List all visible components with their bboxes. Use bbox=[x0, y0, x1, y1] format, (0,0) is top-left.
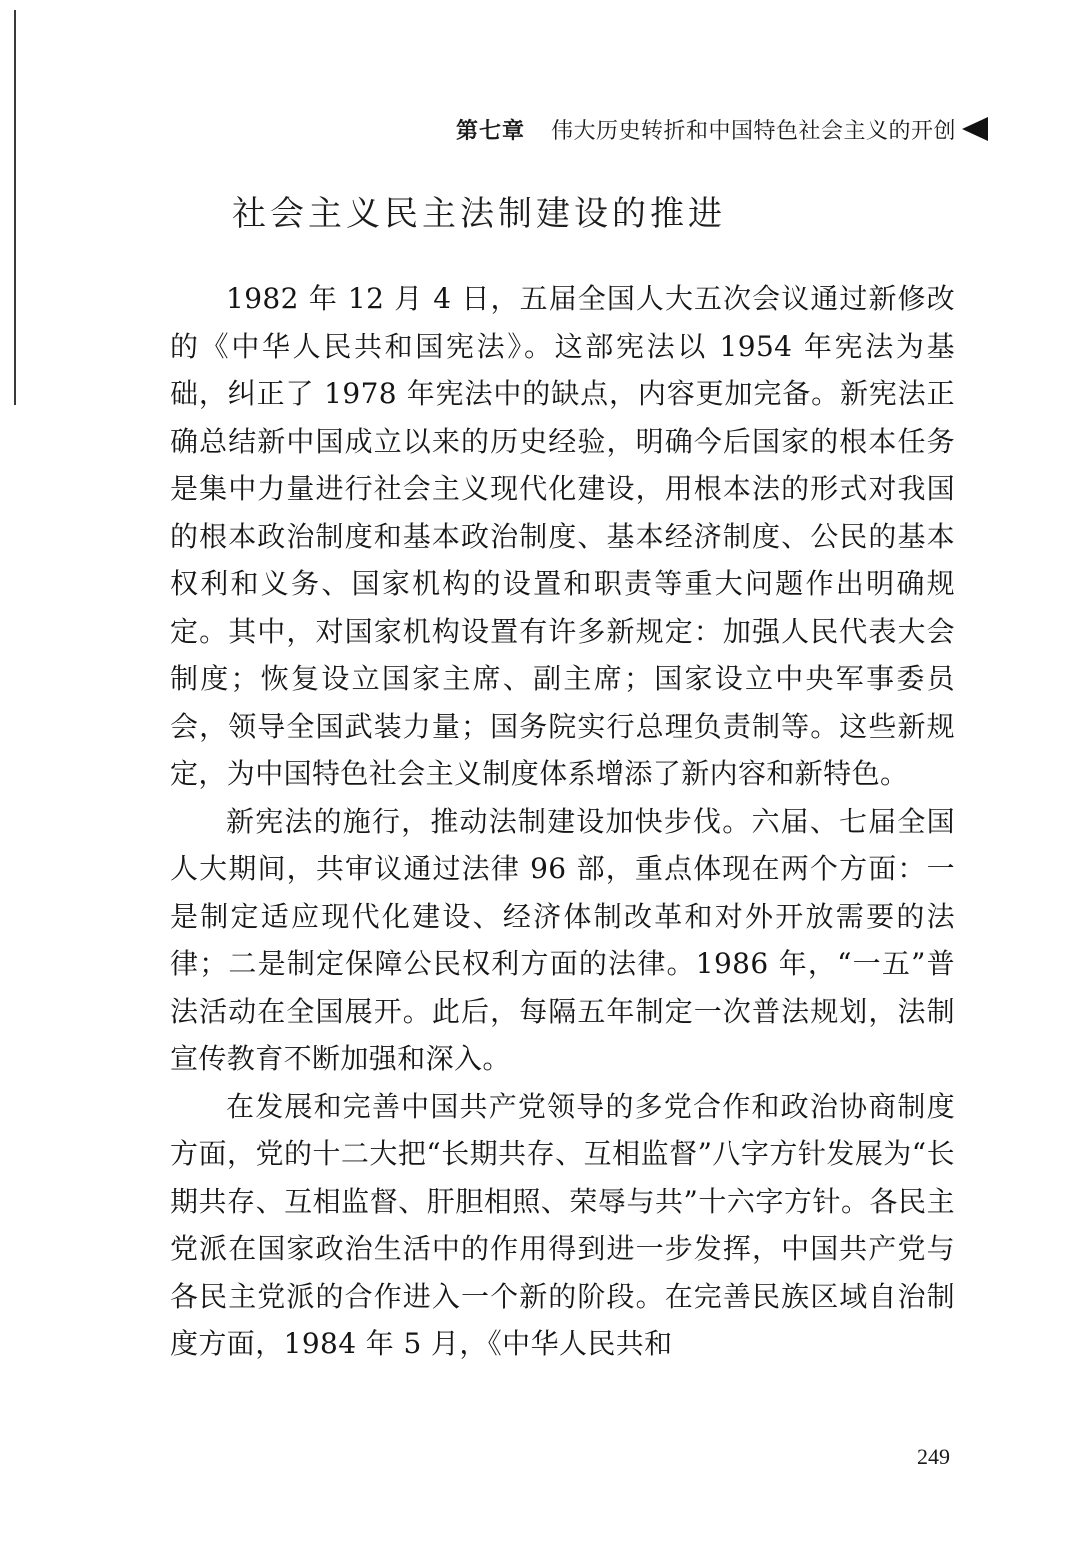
running-head bbox=[456, 112, 988, 146]
page-number: 249 bbox=[917, 1444, 950, 1469]
paragraph: 新宪法的施行，推动法制建设加快步伐。六届、七届全国人大期间，共审议通过法律 96 部，重点体现在两个方面：一是制定适应现代化建设、经济体制改革和对外开放需要的法律；二是制定保障公民权利方面的法律。1986 年，“一五”普法活动在全国展开。此后，每隔五年制定一次普法规划，法制宣传教育不断加强和深入。 bbox=[170, 804, 955, 1075]
paragraph: 在发展和完善中国共产党领导的多党合作和政治协商制度方面，党的十二大把“长期共存、互相监督”八字方针发展为“长期共存、互相监督、肝胆相照、荣辱与共”十六字方针。各民主党派在国家政治生活中的作用得到进一步发挥，中国共产党与各民主党派的合作进入一个新的阶段。在完善民族区域自治制度方面，1984 年 5 月，《中华人民共和 bbox=[170, 1089, 955, 1360]
running-head-title: 伟大历史转折和中国特色社会主义的开创 bbox=[550, 118, 956, 144]
body-text bbox=[170, 275, 955, 1368]
left-triangle-icon bbox=[962, 117, 988, 141]
section-title: 社会主义民主法制建设的推进 bbox=[232, 194, 726, 234]
binding-edge-line bbox=[14, 10, 16, 405]
running-head-chapter: 第七章 bbox=[455, 118, 525, 144]
paragraph: 1982 年 12 月 4 日，五届全国人大五次会议通过新修改的《中华人民共和国宪法》。这部宪法以 1954 年宪法为基础，纠正了 1978 年宪法中的缺点，内容更加完备。新宪法正确总结新中国成立以来的历史经验，明确今后国家的根本任务是集中力量进行社会主义现代化建设，用根本法的形式对我国的根本政治制度和基本政治制度、基本经济制度、公民的基本权利和义务、国家机构的设置和职责等重大问题作出明确规定。其中，对国家机构设置有许多新规定：加强人民代表大会制度；恢复设立国家主席、副主席；国家设立中央军事委员会，领导全国武装力量；国务院实行总理负责制等。这些新规定，为中国特色社会主义制度体系增添了新内容和新特色。 bbox=[170, 282, 955, 790]
